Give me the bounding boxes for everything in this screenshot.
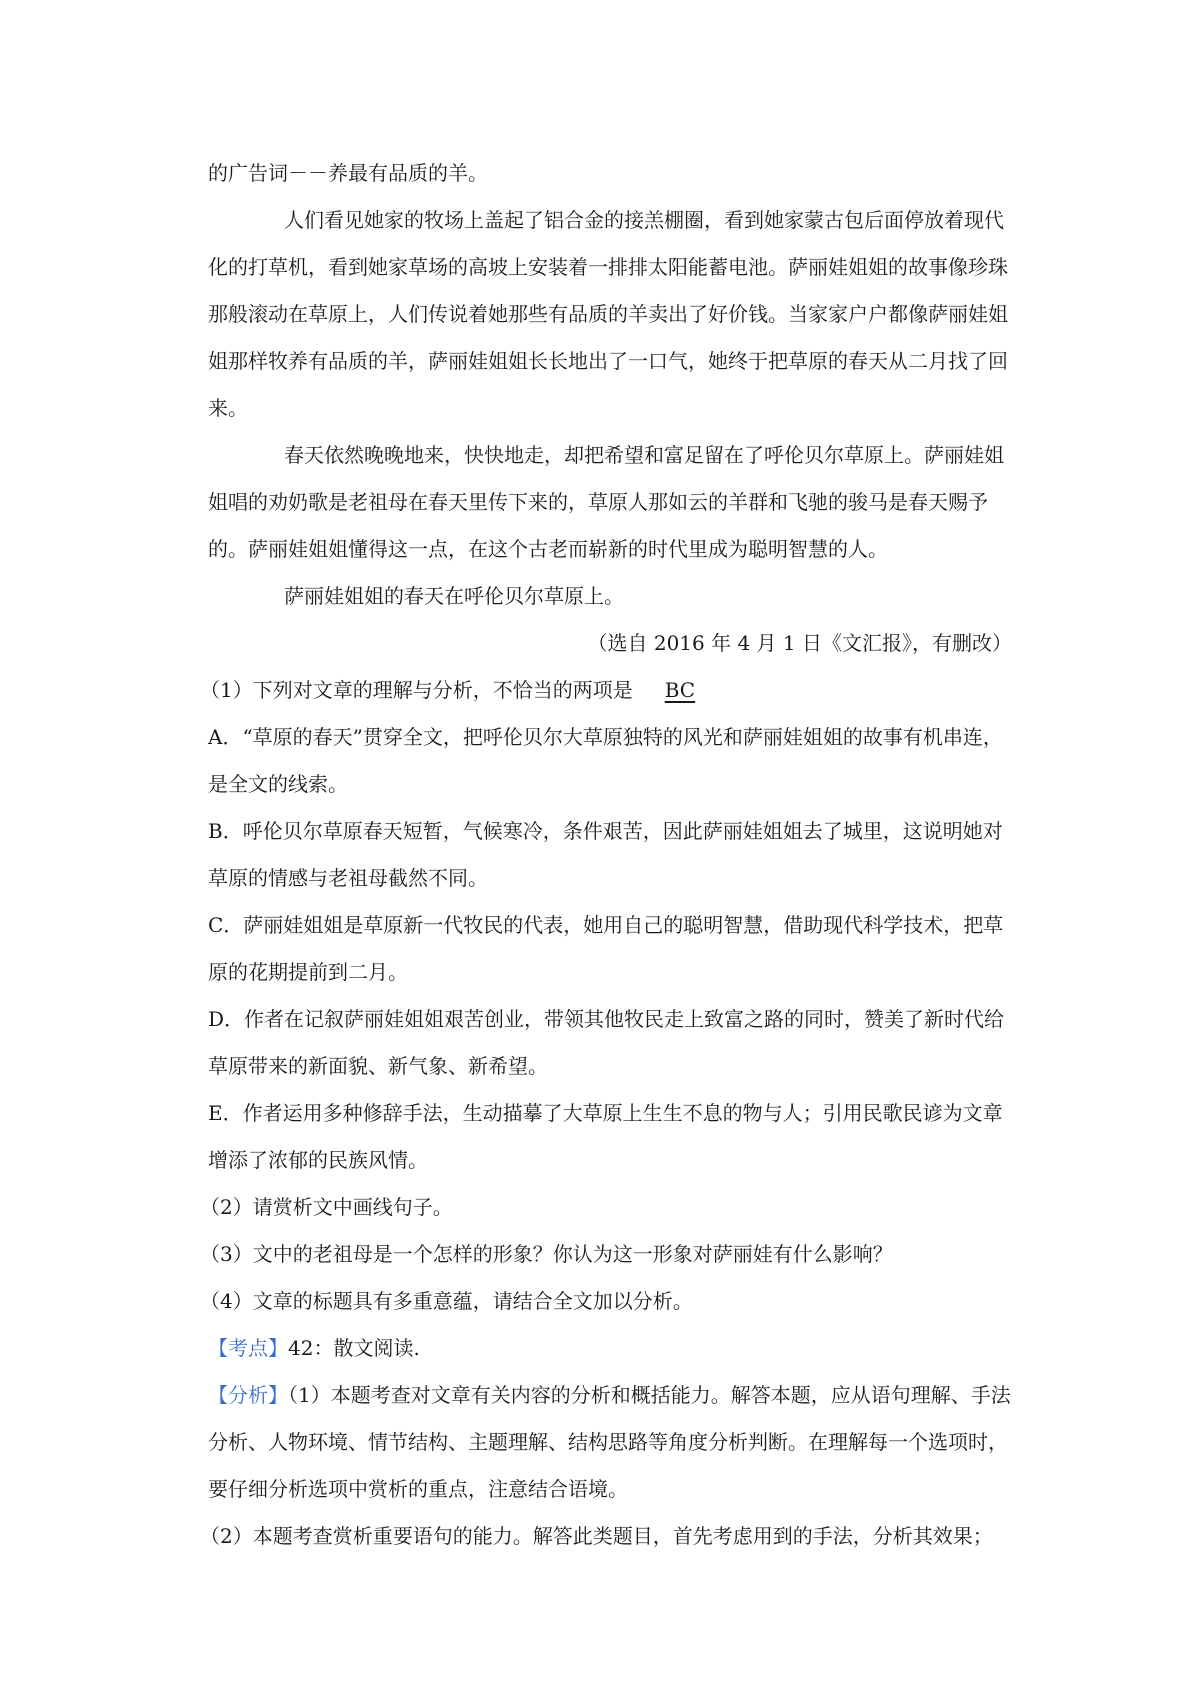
kaodian-tag: 【考点】 [208,1336,288,1360]
kaodian [208,1325,1018,1372]
passage-paragraph: 人们看见她家的牧场上盖起了铝合金的接羔棚圈，看到她家蒙古包后面停放着现代化的打草机，看到她家草场的高坡上安装着一排排太阳能蓄电池。萨丽娃姐姐的故事像珍珠那般滚动在草原上，人们传说着她那些有品质的羊卖出了好价钱。当家家户户都像萨丽娃姐姐那样牧养有品质的羊，萨丽娃姐姐长长地出了一口气，她终于把草原的春天从二月找了回来。 [208,208,1008,420]
option-a: A．“草原的春天”贯穿全文，把呼伦贝尔大草原独特的风光和萨丽娃姐姐的故事有机串连，是全文的线索。 [208,725,1003,796]
question-1 [200,667,1018,714]
question-1-answer: BC [664,678,696,702]
question-1-prompt: （1）下列对文章的理解与分析，不恰当的两项是 [200,678,633,702]
kaodian-text: 42：散文阅读. [288,1336,420,1360]
fenxi-tag: 【分析】 [208,1383,288,1407]
option-b: B．呼伦贝尔草原春天短暂，气候寒冷，条件艰苦，因此萨丽娃姐姐去了城里，这说明她对草原的情感与老祖母截然不同。 [208,819,1003,890]
option-c: C．萨丽娃姐姐是草原新一代牧民的代表，她用自己的聪明智慧，借助现代科学技术，把草原的花期提前到二月。 [208,913,1004,984]
option-d: D．作者在记叙萨丽娃姐姐艰苦创业，带领其他牧民走上致富之路的同时，赞美了新时代给草原带来的新面貌、新气象、新希望。 [208,1007,1005,1078]
option-e: E．作者运用多种修辞手法，生动描摹了大草原上生生不息的物与人；引用民歌民谚为文章增添了浓郁的民族风情。 [208,1101,1003,1172]
question-3: （3）文中的老祖母是一个怎样的形象？你认为这一形象对萨丽娃有什么影响？ [200,1242,893,1266]
passage-paragraph: 春天依然晚晚地来，快快地走，却把希望和富足留在了呼伦贝尔草原上。萨丽娃姐姐唱的劝奶歌是老祖母在春天里传下来的，草原人那如云的羊群和飞驰的骏马是春天赐予的。萨丽娃姐姐懂得这一点，在这个古老而崭新的时代里成为聪明智慧的人。 [208,443,1004,561]
document-body [200,150,1018,1560]
source-citation: （选自 2016 年 4 月 1 日《文汇报》，有删改） [587,631,1012,655]
fenxi-part-2: （2）本题考查赏析重要语句的能力。解答此类题目，首先考虑用到的手法，分析其效果； [200,1524,993,1548]
fenxi [208,1372,1018,1513]
fenxi-text: （1）本题考查对文章有关内容的分析和概括能力。解答本题，应从语句理解、手法分析、人物环境、情节结构、主题理解、结构思路等角度分析判断。在理解每一个选项时，要仔细分析选项中赏析的重点，注意结合语境。 [208,1383,1011,1501]
question-2: （2）请赏析文中画线句子。 [200,1195,453,1219]
question-4: （4）文章的标题具有多重意蕴，请结合全文加以分析。 [200,1289,693,1313]
passage-paragraph: 的广告词－－养最有品质的羊。 [208,161,488,185]
passage-paragraph: 萨丽娃姐姐的春天在呼伦贝尔草原上。 [284,584,624,608]
